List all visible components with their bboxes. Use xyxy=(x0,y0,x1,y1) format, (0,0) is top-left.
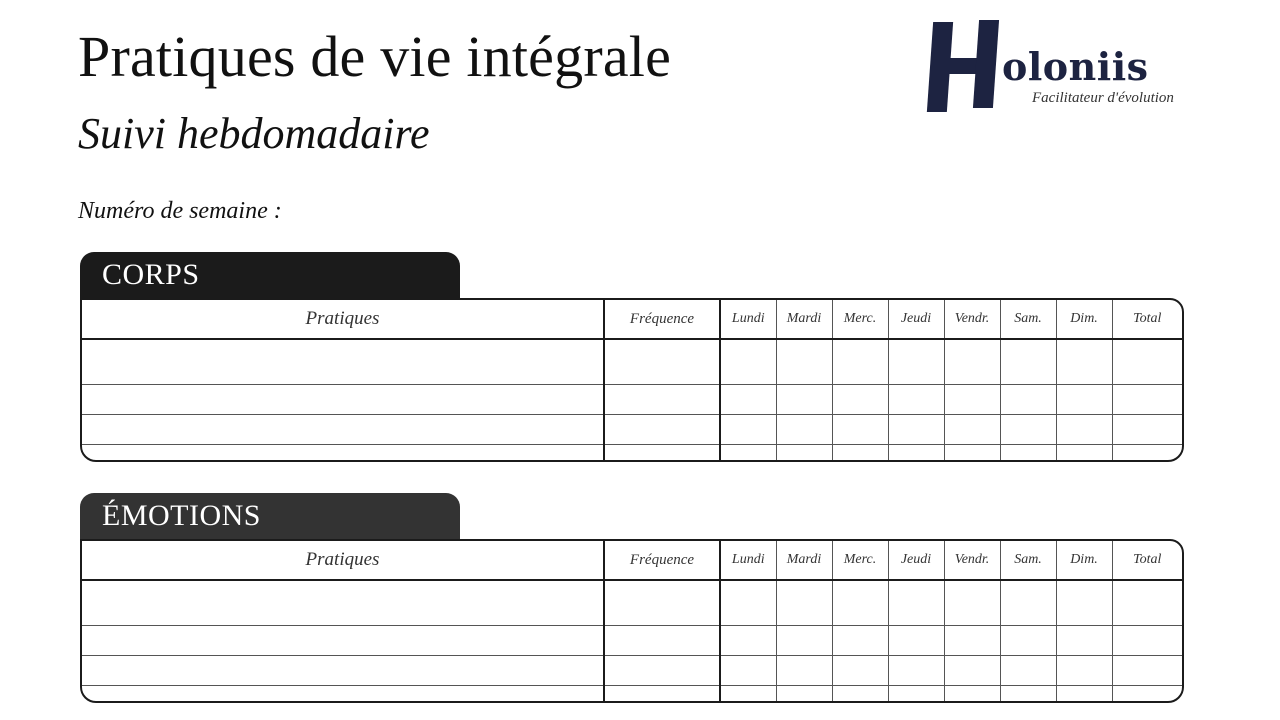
col-header-pratiques: Pratiques xyxy=(82,541,604,580)
cell-day[interactable] xyxy=(888,384,944,414)
cell-pratique[interactable] xyxy=(82,384,604,414)
col-header-mardi: Mardi xyxy=(776,300,832,339)
cell-frequence[interactable] xyxy=(604,415,720,445)
table-row xyxy=(82,384,1182,414)
practice-table-emotions xyxy=(80,539,1184,703)
cell-day[interactable] xyxy=(832,384,888,414)
cell-frequence[interactable] xyxy=(604,445,720,460)
cell-day[interactable] xyxy=(832,445,888,460)
logo-wordmark: oloniis xyxy=(1002,44,1149,89)
practice-table-corps xyxy=(80,298,1184,462)
cell-day[interactable] xyxy=(1000,686,1056,701)
cell-day[interactable] xyxy=(776,339,832,384)
cell-frequence[interactable] xyxy=(604,384,720,414)
col-header-frequence: Fréquence xyxy=(604,300,720,339)
col-header-vendredi: Vendr. xyxy=(944,300,1000,339)
cell-total[interactable] xyxy=(1112,339,1182,384)
cell-day[interactable] xyxy=(832,686,888,701)
col-header-samedi: Sam. xyxy=(1000,300,1056,339)
page-title: Pratiques de vie intégrale xyxy=(78,24,672,89)
table-header-row xyxy=(82,300,1182,339)
cell-day[interactable] xyxy=(1056,580,1112,625)
cell-day[interactable] xyxy=(832,339,888,384)
table-row xyxy=(82,445,1182,460)
cell-total[interactable] xyxy=(1112,625,1182,655)
cell-day[interactable] xyxy=(720,580,776,625)
cell-day[interactable] xyxy=(776,384,832,414)
table-row xyxy=(82,580,1182,625)
cell-day[interactable] xyxy=(832,656,888,686)
cell-day[interactable] xyxy=(776,686,832,701)
table-row xyxy=(82,415,1182,445)
col-header-total: Total xyxy=(1112,300,1182,339)
cell-day[interactable] xyxy=(720,384,776,414)
cell-pratique[interactable] xyxy=(82,686,604,701)
cell-day[interactable] xyxy=(720,625,776,655)
cell-day[interactable] xyxy=(888,415,944,445)
cell-day[interactable] xyxy=(1056,686,1112,701)
col-header-samedi: Sam. xyxy=(1000,541,1056,580)
cell-day[interactable] xyxy=(944,384,1000,414)
cell-day[interactable] xyxy=(944,686,1000,701)
col-header-jeudi: Jeudi xyxy=(888,300,944,339)
cell-frequence[interactable] xyxy=(604,656,720,686)
cell-day[interactable] xyxy=(832,580,888,625)
cell-day[interactable] xyxy=(888,686,944,701)
logo-h-mark xyxy=(924,18,1000,112)
cell-day[interactable] xyxy=(944,625,1000,655)
table-row xyxy=(82,625,1182,655)
cell-day[interactable] xyxy=(720,656,776,686)
cell-frequence[interactable] xyxy=(604,580,720,625)
cell-day[interactable] xyxy=(944,339,1000,384)
cell-total[interactable] xyxy=(1112,384,1182,414)
cell-frequence[interactable] xyxy=(604,339,720,384)
cell-day[interactable] xyxy=(720,445,776,460)
cell-day[interactable] xyxy=(1000,384,1056,414)
cell-day[interactable] xyxy=(1056,625,1112,655)
cell-total[interactable] xyxy=(1112,656,1182,686)
col-header-jeudi: Jeudi xyxy=(888,541,944,580)
col-header-dimanche: Dim. xyxy=(1056,300,1112,339)
cell-day[interactable] xyxy=(1000,415,1056,445)
col-header-lundi: Lundi xyxy=(720,541,776,580)
cell-day[interactable] xyxy=(1056,656,1112,686)
cell-day[interactable] xyxy=(944,580,1000,625)
cell-day[interactable] xyxy=(1000,625,1056,655)
cell-day[interactable] xyxy=(1056,415,1112,445)
cell-day[interactable] xyxy=(1056,445,1112,460)
cell-total[interactable] xyxy=(1112,415,1182,445)
cell-day[interactable] xyxy=(720,339,776,384)
cell-day[interactable] xyxy=(776,445,832,460)
cell-day[interactable] xyxy=(1000,339,1056,384)
cell-day[interactable] xyxy=(1056,339,1112,384)
col-header-dimanche: Dim. xyxy=(1056,541,1112,580)
col-header-vendredi: Vendr. xyxy=(944,541,1000,580)
holoniis-logo xyxy=(920,18,1210,118)
cell-day[interactable] xyxy=(944,445,1000,460)
cell-pratique[interactable] xyxy=(82,656,604,686)
cell-day[interactable] xyxy=(1000,580,1056,625)
cell-day[interactable] xyxy=(1000,445,1056,460)
col-header-pratiques: Pratiques xyxy=(82,300,604,339)
cell-day[interactable] xyxy=(776,656,832,686)
cell-total[interactable] xyxy=(1112,580,1182,625)
cell-day[interactable] xyxy=(888,339,944,384)
cell-day[interactable] xyxy=(888,445,944,460)
col-header-mardi: Mardi xyxy=(776,541,832,580)
logo-tagline: Facilitateur d'évolution xyxy=(1032,90,1174,106)
cell-total[interactable] xyxy=(1112,445,1182,460)
table-row xyxy=(82,656,1182,686)
cell-pratique[interactable] xyxy=(82,625,604,655)
table-row xyxy=(82,686,1182,701)
section-tab-emotions: ÉMOTIONS xyxy=(80,493,460,541)
cell-frequence[interactable] xyxy=(604,625,720,655)
cell-pratique[interactable] xyxy=(82,415,604,445)
cell-day[interactable] xyxy=(1000,656,1056,686)
cell-day[interactable] xyxy=(776,625,832,655)
cell-day[interactable] xyxy=(1056,384,1112,414)
cell-day[interactable] xyxy=(832,625,888,655)
cell-frequence[interactable] xyxy=(604,686,720,701)
table-row xyxy=(82,339,1182,384)
col-header-mercredi: Merc. xyxy=(832,300,888,339)
col-header-lundi: Lundi xyxy=(720,300,776,339)
cell-day[interactable] xyxy=(888,625,944,655)
cell-day[interactable] xyxy=(720,415,776,445)
cell-pratique[interactable] xyxy=(82,445,604,460)
table-header-row xyxy=(82,541,1182,580)
cell-day[interactable] xyxy=(720,686,776,701)
cell-pratique[interactable] xyxy=(82,339,604,384)
page-subtitle: Suivi hebdomadaire xyxy=(78,109,430,158)
cell-day[interactable] xyxy=(776,580,832,625)
col-header-mercredi: Merc. xyxy=(832,541,888,580)
cell-day[interactable] xyxy=(888,656,944,686)
cell-day[interactable] xyxy=(832,415,888,445)
cell-pratique[interactable] xyxy=(82,580,604,625)
cell-day[interactable] xyxy=(944,415,1000,445)
cell-day[interactable] xyxy=(944,656,1000,686)
week-number-label: Numéro de semaine : xyxy=(78,198,282,224)
cell-day[interactable] xyxy=(888,580,944,625)
cell-total[interactable] xyxy=(1112,686,1182,701)
section-tab-corps: CORPS xyxy=(80,252,460,300)
cell-day[interactable] xyxy=(776,415,832,445)
col-header-total: Total xyxy=(1112,541,1182,580)
col-header-frequence: Fréquence xyxy=(604,541,720,580)
